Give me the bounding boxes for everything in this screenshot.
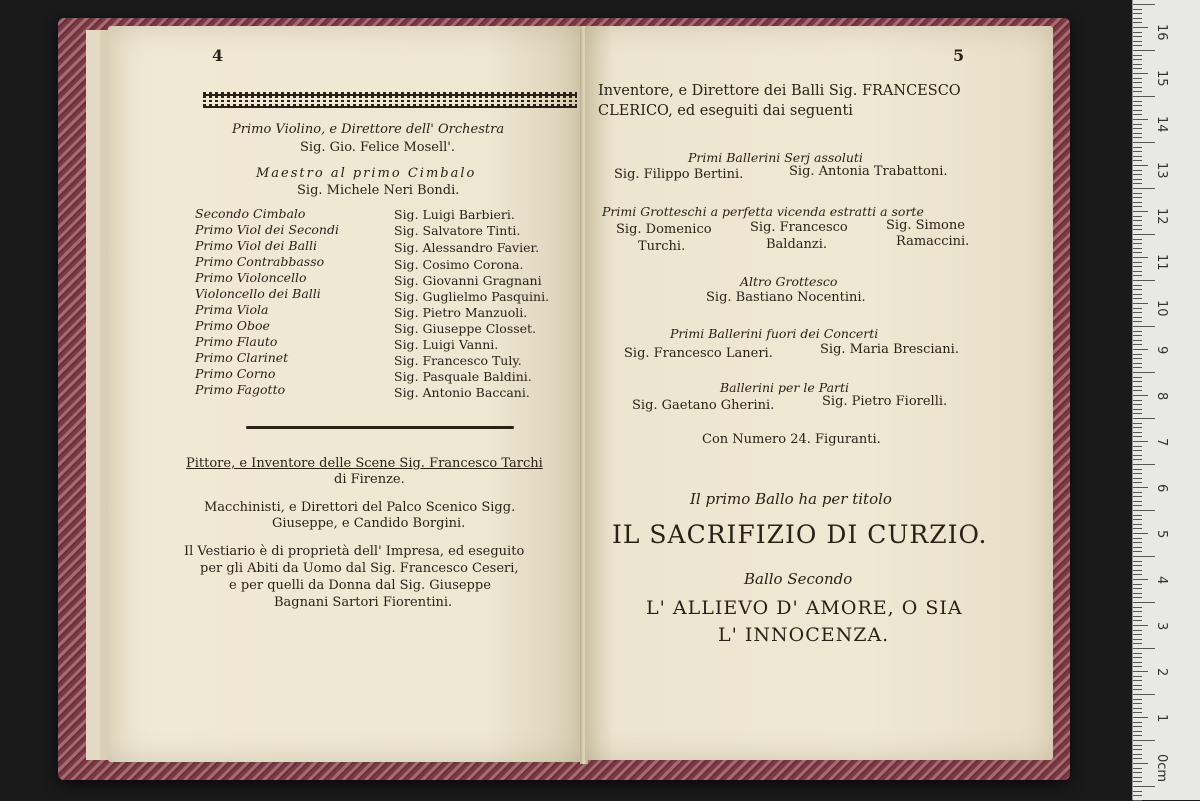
ruler-tick bbox=[1133, 597, 1142, 598]
ruler-tick bbox=[1133, 308, 1142, 309]
ruler-tick bbox=[1133, 32, 1142, 33]
orchestra-director-name: Sig. Gio. Felice Mosell'. bbox=[300, 140, 456, 155]
ruler-tick bbox=[1133, 390, 1142, 391]
ruler-tick bbox=[1133, 418, 1155, 419]
fuori-heading: Primi Ballerini fuori dei Concerti bbox=[670, 326, 879, 341]
ruler-tick bbox=[1133, 349, 1148, 350]
ruler-tick bbox=[1133, 501, 1142, 502]
ruler-tick bbox=[1133, 188, 1155, 189]
secondo-title-line1: L' ALLIEVO D' AMORE, O SIA bbox=[646, 597, 963, 619]
ruler-tick bbox=[1133, 4, 1155, 5]
ruler-tick bbox=[1133, 639, 1142, 640]
ruler-tick bbox=[1133, 289, 1142, 290]
role-label: Secondo Cimbalo bbox=[195, 206, 306, 221]
ruler-tick bbox=[1133, 248, 1142, 249]
ruler-tick bbox=[1133, 124, 1142, 125]
ruler-tick bbox=[1133, 478, 1142, 479]
ruler-tick bbox=[1133, 556, 1155, 557]
ruler-tick bbox=[1133, 96, 1155, 97]
ruler-tick bbox=[1133, 772, 1142, 773]
ruler-tick bbox=[1133, 611, 1142, 612]
macchinisti-line1: Macchinisti, e Direttori del Palco Scenico Sigg. bbox=[204, 500, 516, 515]
ruler-tick bbox=[1133, 768, 1142, 769]
ruler-tick bbox=[1133, 542, 1142, 543]
page-number-left: 4 bbox=[212, 46, 224, 65]
role-name: Sig. Antonio Baccani. bbox=[394, 385, 530, 400]
ruler-number: 16 bbox=[1154, 24, 1169, 41]
ruler-tick bbox=[1133, 239, 1142, 240]
ruler-tick bbox=[1133, 340, 1142, 341]
ruler-tick bbox=[1133, 584, 1142, 585]
role-label: Primo Fagotto bbox=[195, 382, 286, 397]
role-name: Sig. Francesco Tuly. bbox=[394, 353, 522, 368]
ruler-tick bbox=[1133, 643, 1142, 644]
ruler-tick bbox=[1133, 156, 1142, 157]
ruler-tick bbox=[1133, 220, 1142, 221]
ruler-tick bbox=[1133, 234, 1155, 235]
ruler-tick bbox=[1133, 147, 1142, 148]
ruler-tick bbox=[1133, 515, 1142, 516]
ruler-tick bbox=[1133, 538, 1142, 539]
ruler-tick bbox=[1133, 73, 1148, 74]
ruler-tick bbox=[1133, 666, 1142, 667]
ruler-tick bbox=[1133, 607, 1142, 608]
ruler-tick bbox=[1133, 685, 1142, 686]
grotteschi-name-a1: Sig. Domenico bbox=[616, 222, 712, 237]
parti-name-1: Sig. Gaetano Gherini. bbox=[632, 398, 775, 413]
ruler-tick bbox=[1133, 579, 1148, 580]
role-label: Primo Flauto bbox=[195, 334, 278, 349]
ballo-secondo-intro: Ballo Secondo bbox=[744, 570, 853, 588]
role-label: Primo Corno bbox=[195, 366, 276, 381]
ruler-tick bbox=[1133, 354, 1142, 355]
ruler-tick bbox=[1133, 55, 1142, 56]
ruler-tick bbox=[1133, 731, 1142, 732]
role-name: Sig. Giuseppe Closset. bbox=[394, 321, 537, 336]
ruler-tick bbox=[1133, 41, 1142, 42]
ballet-header-line2: CLERICO, ed eseguiti dai seguenti bbox=[598, 103, 853, 119]
ruler-tick bbox=[1133, 64, 1142, 65]
ruler-tick bbox=[1133, 726, 1142, 727]
ruler-tick bbox=[1133, 358, 1142, 359]
role-label: Primo Oboe bbox=[195, 318, 270, 333]
ruler-tick bbox=[1133, 620, 1142, 621]
figuranti-line: Con Numero 24. Figuranti. bbox=[702, 432, 881, 447]
ruler-tick bbox=[1133, 128, 1142, 129]
ruler-tick bbox=[1133, 712, 1142, 713]
ruler-number: 1 bbox=[1154, 714, 1169, 723]
ruler-tick bbox=[1133, 59, 1142, 60]
ruler-tick bbox=[1133, 795, 1142, 796]
ruler-tick bbox=[1133, 634, 1142, 635]
ruler-tick bbox=[1133, 593, 1142, 594]
role-name: Sig. Giovanni Gragnani bbox=[394, 273, 542, 288]
ruler-tick bbox=[1133, 395, 1148, 396]
ruler-tick bbox=[1133, 524, 1142, 525]
ruler-tick bbox=[1133, 487, 1148, 488]
ruler-tick bbox=[1133, 193, 1142, 194]
ruler-tick bbox=[1133, 625, 1148, 626]
ruler-tick bbox=[1133, 473, 1142, 474]
role-name: Sig. Pasquale Baldini. bbox=[394, 369, 532, 384]
ruler-tick bbox=[1133, 271, 1142, 272]
ruler-number: 4 bbox=[1154, 576, 1169, 585]
ruler-tick bbox=[1133, 36, 1142, 37]
ruler-number: 11 bbox=[1154, 254, 1169, 271]
ruler-tick bbox=[1133, 321, 1142, 322]
ruler-tick bbox=[1133, 202, 1142, 203]
primo-ballo-intro: Il primo Ballo ha per titolo bbox=[690, 490, 892, 508]
ruler-tick bbox=[1133, 464, 1155, 465]
ruler-tick bbox=[1133, 211, 1148, 212]
ruler-tick bbox=[1133, 243, 1142, 244]
ruler-tick bbox=[1133, 432, 1142, 433]
macchinisti-line2: Giuseppe, e Candido Borgini. bbox=[272, 516, 466, 531]
vestiario-line1: Il Vestiario è di proprietà dell' Impresa, ed eseguito bbox=[184, 544, 525, 559]
ruler-tick bbox=[1133, 280, 1155, 281]
ruler-number: 13 bbox=[1154, 162, 1169, 179]
ruler-tick bbox=[1133, 455, 1142, 456]
ruler-tick bbox=[1133, 275, 1142, 276]
ruler-tick bbox=[1133, 574, 1142, 575]
cimbalo-name: Sig. Michele Neri Bondi. bbox=[297, 183, 460, 198]
vestiario-line3: e per quelli da Donna dal Sig. Giuseppe bbox=[229, 578, 491, 593]
ruler-tick bbox=[1133, 142, 1155, 143]
ruler-tick bbox=[1133, 735, 1142, 736]
ruler-tick bbox=[1133, 372, 1155, 373]
role-label: Prima Viola bbox=[195, 302, 269, 317]
ruler-tick bbox=[1133, 588, 1142, 589]
role-label: Primo Clarinet bbox=[195, 350, 289, 365]
ruler-tick bbox=[1133, 170, 1142, 171]
vestiario-line4: Bagnani Sartori Fiorentini. bbox=[274, 595, 453, 610]
ruler-tick bbox=[1133, 400, 1142, 401]
ruler-number: 7 bbox=[1154, 438, 1169, 447]
ruler-tick bbox=[1133, 206, 1142, 207]
ruler-tick bbox=[1133, 174, 1142, 175]
serj-heading: Primi Ballerini Serj assoluti bbox=[688, 150, 863, 165]
ruler-tick bbox=[1133, 703, 1142, 704]
ruler-tick bbox=[1133, 331, 1142, 332]
ruler-tick bbox=[1133, 505, 1142, 506]
ruler-tick bbox=[1133, 50, 1155, 51]
divider-rule bbox=[246, 426, 514, 429]
ruler-tick bbox=[1133, 459, 1142, 460]
ruler-tick bbox=[1133, 791, 1142, 792]
ruler-tick bbox=[1133, 570, 1142, 571]
ruler-tick bbox=[1133, 298, 1142, 299]
ballet-header-line1: Inventore, e Direttore dei Balli Sig. FRANCESCO bbox=[598, 83, 961, 99]
ruler-tick bbox=[1133, 27, 1148, 28]
ruler-tick bbox=[1133, 749, 1142, 750]
role-name: Sig. Luigi Vanni. bbox=[394, 337, 499, 352]
ruler-tick bbox=[1133, 9, 1142, 10]
fuori-name-2: Sig. Maria Bresciani. bbox=[820, 342, 959, 357]
ruler-tick bbox=[1133, 551, 1142, 552]
ruler-tick bbox=[1133, 386, 1142, 387]
cimbalo-title: Maestro al primo Cimbalo bbox=[256, 166, 477, 181]
grotteschi-name-a2: Turchi. bbox=[638, 239, 686, 254]
ruler-tick bbox=[1133, 404, 1142, 405]
ruler-tick bbox=[1133, 745, 1142, 746]
ruler-tick bbox=[1133, 266, 1142, 267]
ruler-tick bbox=[1133, 602, 1155, 603]
ruler-tick bbox=[1133, 229, 1142, 230]
ruler-tick bbox=[1133, 441, 1148, 442]
ruler-tick bbox=[1133, 18, 1142, 19]
ruler-tick bbox=[1133, 13, 1142, 14]
ruler-tick bbox=[1133, 119, 1148, 120]
pittore-line1: Pittore, e Inventore delle Scene Sig. Francesco Tarchi bbox=[186, 456, 543, 471]
ruler-tick bbox=[1133, 423, 1142, 424]
ruler-tick bbox=[1133, 653, 1142, 654]
ruler-tick bbox=[1133, 722, 1142, 723]
grotteschi-name-b2: Baldanzi. bbox=[766, 237, 828, 252]
ruler-tick bbox=[1133, 45, 1142, 46]
ruler-tick bbox=[1133, 335, 1142, 336]
ruler-tick bbox=[1133, 160, 1142, 161]
ruler-tick bbox=[1133, 694, 1155, 695]
ruler-tick bbox=[1133, 427, 1142, 428]
ruler-tick bbox=[1133, 740, 1155, 741]
ruler-tick bbox=[1133, 547, 1142, 548]
ruler-tick bbox=[1133, 561, 1142, 562]
measurement-ruler bbox=[1132, 0, 1200, 800]
ruler-tick bbox=[1133, 216, 1142, 217]
ruler-tick bbox=[1133, 671, 1148, 672]
ruler-number: 6 bbox=[1154, 484, 1169, 493]
ruler-tick bbox=[1133, 496, 1142, 497]
ruler-number: 12 bbox=[1154, 208, 1169, 225]
ruler-tick bbox=[1133, 717, 1148, 718]
ruler-number: 15 bbox=[1154, 70, 1169, 87]
ruler-number: 5 bbox=[1154, 530, 1169, 539]
ruler-tick bbox=[1133, 82, 1142, 83]
ruler-tick bbox=[1133, 179, 1142, 180]
role-label: Primo Contrabbasso bbox=[195, 254, 325, 269]
altro-name: Sig. Bastiano Nocentini. bbox=[706, 290, 866, 305]
page-number-right: 5 bbox=[953, 46, 965, 65]
orchestra-director-title: Primo Violino, e Direttore dell' Orchestra bbox=[232, 122, 505, 137]
grotteschi-name-b1: Sig. Francesco bbox=[750, 220, 848, 235]
ruler-tick bbox=[1133, 708, 1142, 709]
parti-name-2: Sig. Pietro Fiorelli. bbox=[822, 394, 948, 409]
ruler-number: 9 bbox=[1154, 346, 1169, 355]
ruler-tick bbox=[1133, 409, 1142, 410]
ruler-tick bbox=[1133, 492, 1142, 493]
ruler-number: 0cm bbox=[1154, 754, 1169, 783]
ruler-tick bbox=[1133, 252, 1142, 253]
ruler-tick bbox=[1133, 450, 1142, 451]
role-name: Sig. Salvatore Tinti. bbox=[394, 223, 521, 238]
pittore-line2: di Firenze. bbox=[334, 472, 405, 487]
ruler-tick bbox=[1133, 657, 1142, 658]
vestiario-line2: per gli Abiti da Uomo dal Sig. Francesco Ceseri, bbox=[200, 561, 519, 576]
ruler-tick bbox=[1133, 565, 1142, 566]
ruler-tick bbox=[1133, 344, 1142, 345]
ruler-tick bbox=[1133, 699, 1142, 700]
ruler-tick bbox=[1133, 183, 1142, 184]
ruler-tick bbox=[1133, 533, 1148, 534]
role-name: Sig. Cosimo Corona. bbox=[394, 257, 524, 272]
serj-name-1: Sig. Filippo Bertini. bbox=[614, 167, 744, 182]
ruler-tick bbox=[1133, 377, 1142, 378]
role-name: Sig. Luigi Barbieri. bbox=[394, 207, 515, 222]
ruler-tick bbox=[1133, 436, 1142, 437]
secondo-title-line2: L' INNOCENZA. bbox=[718, 624, 890, 646]
ruler-tick bbox=[1133, 110, 1142, 111]
role-label: Primo Viol dei Secondi bbox=[195, 222, 339, 237]
ruler-tick bbox=[1133, 680, 1142, 681]
ruler-number: 10 bbox=[1154, 300, 1169, 317]
ruler-tick bbox=[1133, 367, 1142, 368]
ruler-tick bbox=[1133, 105, 1142, 106]
ornament-band bbox=[203, 92, 577, 106]
ruler-tick bbox=[1133, 262, 1142, 263]
fuori-name-1: Sig. Francesco Laneri. bbox=[624, 346, 773, 361]
ruler-tick bbox=[1133, 381, 1142, 382]
grotteschi-heading: Primi Grotteschi a perfetta vicenda estratti a sorte bbox=[602, 204, 924, 219]
serj-name-2: Sig. Antonia Trabattoni. bbox=[789, 164, 948, 179]
ruler-tick bbox=[1133, 469, 1142, 470]
ruler-tick bbox=[1133, 87, 1142, 88]
ruler-tick bbox=[1133, 326, 1155, 327]
ruler-tick bbox=[1133, 662, 1142, 663]
ruler-tick bbox=[1133, 758, 1142, 759]
ruler-tick bbox=[1133, 413, 1142, 414]
ruler-tick bbox=[1133, 482, 1142, 483]
role-name: Sig. Alessandro Favier. bbox=[394, 240, 540, 255]
ruler-tick bbox=[1133, 777, 1142, 778]
ruler-tick bbox=[1133, 676, 1142, 677]
ruler-tick bbox=[1133, 165, 1148, 166]
role-label: Primo Viol dei Balli bbox=[195, 238, 318, 253]
ruler-tick bbox=[1133, 648, 1155, 649]
ruler-tick bbox=[1133, 630, 1142, 631]
ruler-tick bbox=[1133, 151, 1142, 152]
grotteschi-name-c2: Ramaccini. bbox=[896, 234, 970, 249]
ruler-tick bbox=[1133, 68, 1142, 69]
role-label: Primo Violoncello bbox=[195, 270, 307, 285]
ruler-tick bbox=[1133, 786, 1155, 787]
ruler-number: 8 bbox=[1154, 392, 1169, 401]
ruler-tick bbox=[1133, 137, 1142, 138]
grotteschi-name-c1: Sig. Simone bbox=[886, 218, 965, 233]
ruler-tick bbox=[1133, 91, 1142, 92]
ruler-tick bbox=[1133, 303, 1148, 304]
ruler-tick bbox=[1133, 763, 1148, 764]
ruler-tick bbox=[1133, 257, 1148, 258]
ruler-tick bbox=[1133, 616, 1142, 617]
role-name: Sig. Guglielmo Pasquini. bbox=[394, 289, 550, 304]
ruler-tick bbox=[1133, 446, 1142, 447]
ruler-tick bbox=[1133, 101, 1142, 102]
altro-heading: Altro Grottesco bbox=[740, 274, 838, 289]
ruler-tick bbox=[1133, 689, 1142, 690]
ruler-tick bbox=[1133, 510, 1155, 511]
ruler-tick bbox=[1133, 197, 1142, 198]
ruler-tick bbox=[1133, 225, 1142, 226]
ruler-tick bbox=[1133, 285, 1142, 286]
ruler-tick bbox=[1133, 754, 1142, 755]
ruler-number: 2 bbox=[1154, 668, 1169, 677]
ruler-tick bbox=[1133, 312, 1142, 313]
ruler-tick bbox=[1133, 133, 1142, 134]
ruler-number: 3 bbox=[1154, 622, 1169, 631]
ruler-tick bbox=[1133, 363, 1142, 364]
ruler-tick bbox=[1133, 781, 1142, 782]
ruler-tick bbox=[1133, 528, 1142, 529]
primo-ballo-title: IL SACRIFIZIO DI CURZIO. bbox=[612, 520, 988, 549]
parti-heading: Ballerini per le Parti bbox=[720, 380, 850, 395]
ruler-tick bbox=[1133, 519, 1142, 520]
ruler-tick bbox=[1133, 317, 1142, 318]
role-name: Sig. Pietro Manzuoli. bbox=[394, 305, 528, 320]
ruler-tick bbox=[1133, 114, 1142, 115]
ruler-number: 14 bbox=[1154, 116, 1169, 133]
ruler-tick bbox=[1133, 78, 1142, 79]
ruler-tick bbox=[1133, 294, 1142, 295]
role-label: Violoncello dei Balli bbox=[195, 286, 321, 301]
ruler-tick bbox=[1133, 22, 1142, 23]
